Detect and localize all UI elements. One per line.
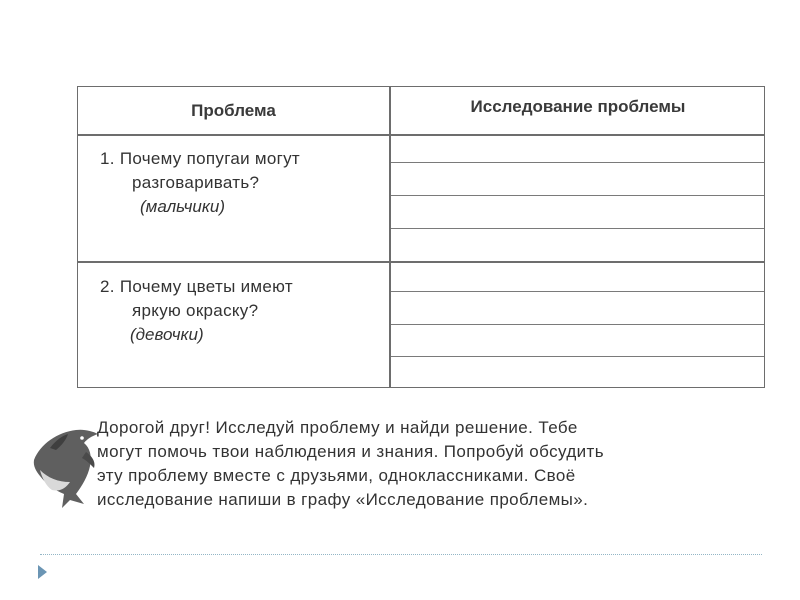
problem-text: Почему цветы имеют: [119, 277, 293, 296]
header-divider: [78, 134, 764, 136]
note-line: могут помочь твои наблюдения и знания. Попробуй обсудить: [97, 442, 604, 461]
header-problem: Проблема: [191, 101, 276, 120]
next-arrow-icon[interactable]: [38, 565, 47, 579]
row-divider: [78, 261, 764, 263]
dolphin-icon: [26, 418, 106, 510]
note-line: Дорогой друг! Исследуй проблему и найди решение. Тебе: [97, 418, 578, 437]
answer-line[interactable]: [391, 162, 764, 163]
page-separator: [40, 554, 762, 555]
problem-item-1: [100, 147, 380, 219]
problem-line: [100, 147, 380, 171]
problem-text: Почему попугаи могут: [119, 149, 301, 168]
note-line: эту проблему вместе с друзьями, одноклассниками. Своё: [97, 466, 576, 485]
problem-group: (девочки): [130, 325, 204, 344]
problem-number: 1.: [100, 149, 115, 168]
problem-item-2: [100, 275, 380, 347]
answer-line[interactable]: [391, 195, 764, 196]
answer-line[interactable]: [391, 356, 764, 357]
answer-line[interactable]: [391, 291, 764, 292]
problem-line: [100, 275, 380, 299]
column-divider: [389, 87, 391, 387]
answer-line[interactable]: [391, 324, 764, 325]
instruction-note: [97, 416, 769, 512]
answer-line[interactable]: [391, 228, 764, 229]
header-research: Исследование проблемы: [470, 97, 686, 116]
research-table: [77, 86, 765, 388]
problem-group: (мальчики): [140, 197, 225, 216]
problem-number: 2.: [100, 277, 115, 296]
problem-text: разговаривать?: [132, 173, 260, 192]
problem-text: яркую окраску?: [132, 301, 259, 320]
note-line: исследование напиши в графу «Исследование проблемы».: [97, 490, 589, 509]
